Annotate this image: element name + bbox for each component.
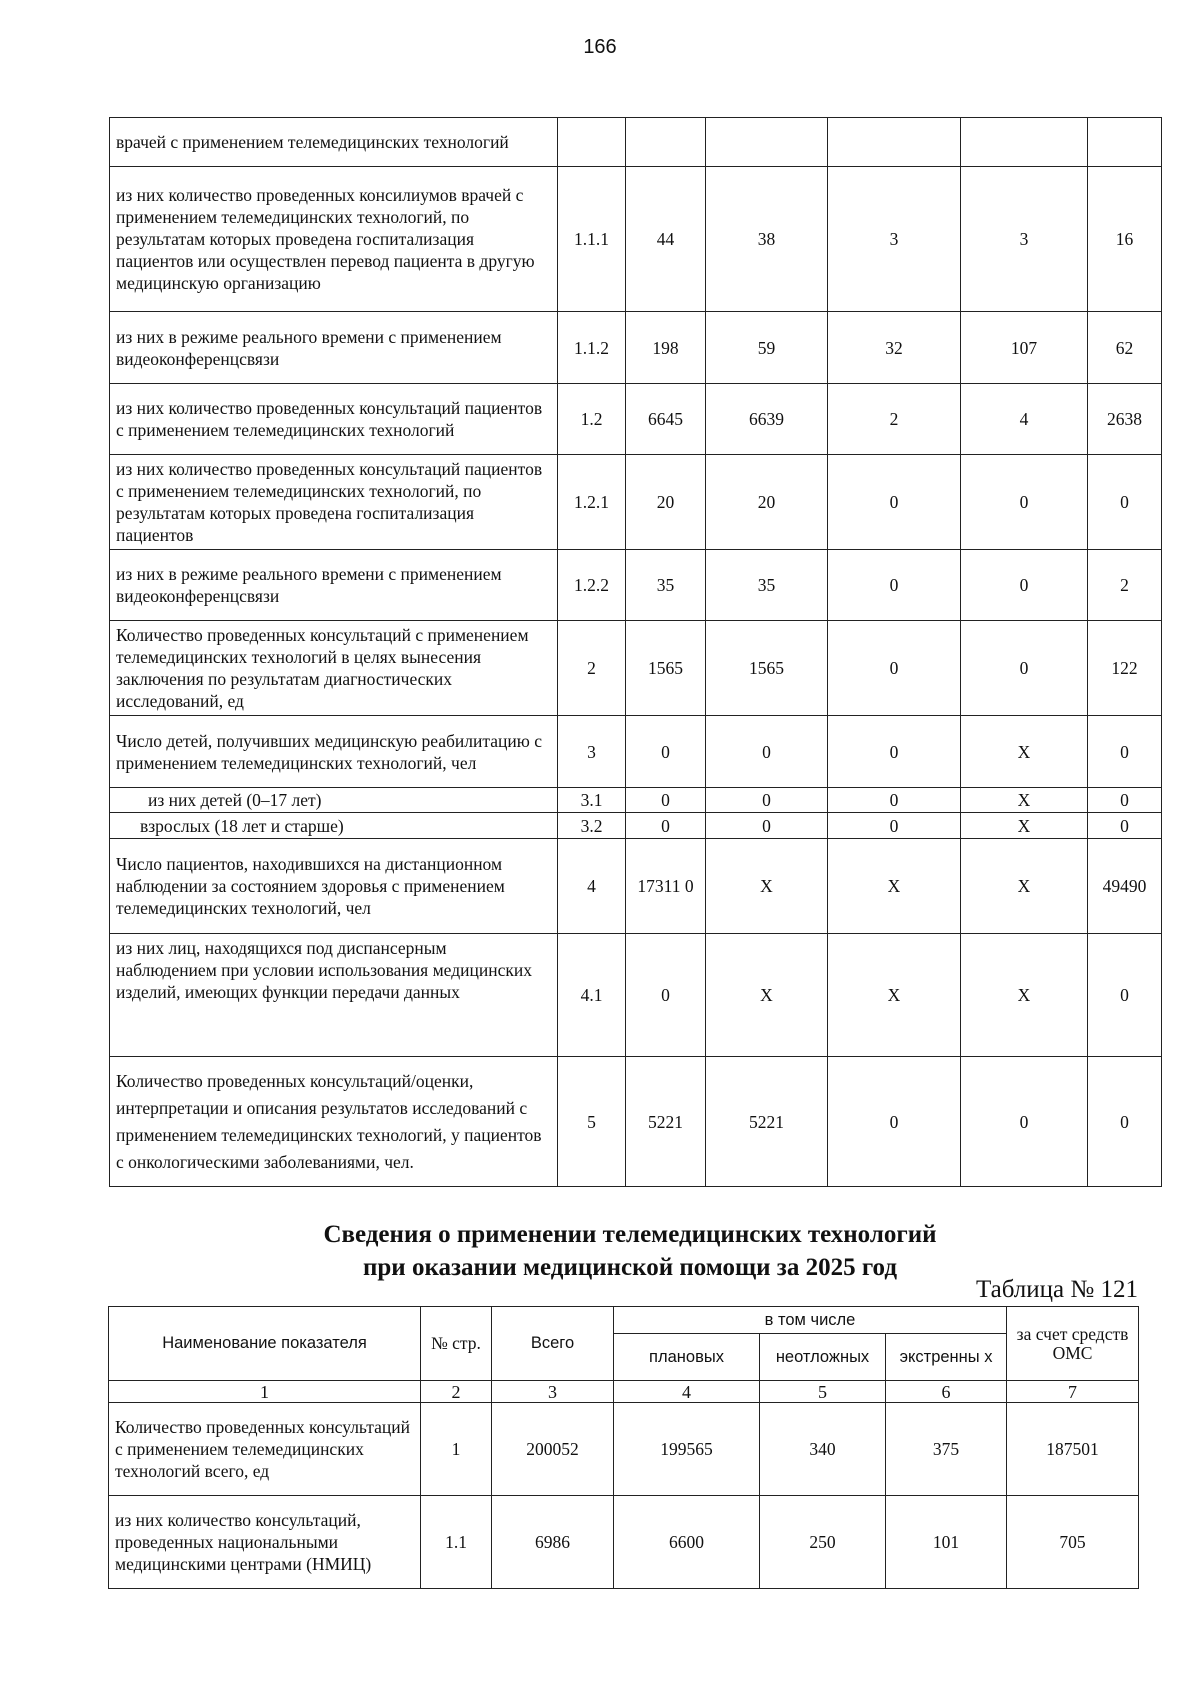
row-number: 3.1 bbox=[558, 788, 626, 813]
total-cell: 0 bbox=[626, 813, 706, 839]
total-cell: 0 bbox=[626, 716, 706, 788]
table-row bbox=[110, 167, 1162, 312]
column-number: 5 bbox=[760, 1381, 886, 1403]
row-number: 4 bbox=[558, 839, 626, 934]
oms-cell: 705 bbox=[1007, 1496, 1139, 1589]
urgent-cell: 0 bbox=[828, 813, 961, 839]
oms-cell bbox=[1088, 118, 1162, 167]
header-including: в том числе bbox=[614, 1307, 1007, 1334]
header-emergency: экстренны х bbox=[886, 1334, 1007, 1381]
table-row bbox=[110, 384, 1162, 455]
urgent-cell: 2 bbox=[828, 384, 961, 455]
table-row bbox=[110, 788, 1162, 813]
table-row bbox=[110, 621, 1162, 716]
total-cell: 35 bbox=[626, 550, 706, 621]
urgent-cell: X bbox=[828, 934, 961, 1057]
total-cell: 44 bbox=[626, 167, 706, 312]
row-label: из них количество проведенных консилиумов врачей с применением телемедицинских технологий, по результатам которых проведена госпитализация пациентов или осуществлен перевод пациента в другую медицинскую организацию bbox=[110, 167, 558, 312]
oms-cell: 122 bbox=[1088, 621, 1162, 716]
row-label: Количество проведенных консультаций с применением телемедицинских технологий всего, ед bbox=[109, 1403, 421, 1496]
oms-cell: 187501 bbox=[1007, 1403, 1139, 1496]
row-label: взрослых (18 лет и старше) bbox=[110, 813, 558, 839]
table-row bbox=[110, 118, 1162, 167]
planned-cell: 38 bbox=[706, 167, 828, 312]
total-cell: 0 bbox=[626, 934, 706, 1057]
table-row bbox=[110, 455, 1162, 550]
row-label: из них количество проведенных консультаций пациентов с применением телемедицинских технологий, по результатам которых проведена госпитализация пациентов bbox=[110, 455, 558, 550]
planned-cell bbox=[706, 118, 828, 167]
oms-cell: 49490 bbox=[1088, 839, 1162, 934]
emergency-cell: 101 bbox=[886, 1496, 1007, 1589]
oms-cell: 0 bbox=[1088, 934, 1162, 1057]
column-number: 4 bbox=[614, 1381, 760, 1403]
urgent-cell: 0 bbox=[828, 1057, 961, 1187]
urgent-cell: 0 bbox=[828, 716, 961, 788]
header-total: Всего bbox=[492, 1307, 614, 1381]
header-row bbox=[109, 1307, 1139, 1334]
header-planned: плановых bbox=[614, 1334, 760, 1381]
urgent-cell: 340 bbox=[760, 1403, 886, 1496]
urgent-cell bbox=[828, 118, 961, 167]
section-title-line: при оказании медицинской помощи за 2025 год bbox=[363, 1254, 897, 1281]
section-title bbox=[0, 1218, 1200, 1284]
table-row bbox=[110, 839, 1162, 934]
oms-cell: 0 bbox=[1088, 788, 1162, 813]
emergency-cell: 0 bbox=[961, 550, 1088, 621]
total-cell: 6986 bbox=[492, 1496, 614, 1589]
row-number: 1.1.2 bbox=[558, 312, 626, 384]
row-label: Число детей, получивших медицинскую реабилитацию с применением телемедицинских технологий, чел bbox=[110, 716, 558, 788]
row-label: врачей с применением телемедицинских технологий bbox=[110, 118, 558, 167]
urgent-cell: 0 bbox=[828, 788, 961, 813]
total-cell: 5221 bbox=[626, 1057, 706, 1187]
emergency-cell: 0 bbox=[961, 455, 1088, 550]
emergency-cell: 375 bbox=[886, 1403, 1007, 1496]
column-number: 3 bbox=[492, 1381, 614, 1403]
row-number: 2 bbox=[558, 621, 626, 716]
emergency-cell: 107 bbox=[961, 312, 1088, 384]
total-cell: 17311 0 bbox=[626, 839, 706, 934]
total-cell: 200052 bbox=[492, 1403, 614, 1496]
planned-cell: 59 bbox=[706, 312, 828, 384]
row-label: из них в режиме реального времени с применением видеоконференцсвязи bbox=[110, 312, 558, 384]
planned-cell: 0 bbox=[706, 716, 828, 788]
column-number: 7 bbox=[1007, 1381, 1139, 1403]
row-label: Количество проведенных консультаций с применением телемедицинских технологий в целях вынесения заключения по результатам диагностических исследований, ед bbox=[110, 621, 558, 716]
row-label: Число пациентов, находившихся на дистанционном наблюдении за состоянием здоровья с применением телемедицинских технологий, чел bbox=[110, 839, 558, 934]
emergency-cell: 0 bbox=[961, 1057, 1088, 1187]
telemedicine-continuation-table bbox=[109, 117, 1162, 1187]
column-number: 6 bbox=[886, 1381, 1007, 1403]
row-label: из них лиц, находящихся под диспансерным наблюдением при условии использования медицинских изделий, имеющих функции передачи данных bbox=[110, 934, 558, 1057]
emergency-cell: X bbox=[961, 934, 1088, 1057]
page-number: 166 bbox=[583, 36, 617, 58]
planned-cell: 6639 bbox=[706, 384, 828, 455]
planned-cell: 0 bbox=[706, 788, 828, 813]
header-urgent: неотложных bbox=[760, 1334, 886, 1381]
column-number: 2 bbox=[421, 1381, 492, 1403]
urgent-cell: X bbox=[828, 839, 961, 934]
oms-cell: 0 bbox=[1088, 813, 1162, 839]
total-cell: 20 bbox=[626, 455, 706, 550]
column-number: 1 bbox=[109, 1381, 421, 1403]
total-cell bbox=[626, 118, 706, 167]
row-number: 1 bbox=[421, 1403, 492, 1496]
planned-cell: 0 bbox=[706, 813, 828, 839]
emergency-cell: 3 bbox=[961, 167, 1088, 312]
urgent-cell: 0 bbox=[828, 455, 961, 550]
oms-cell: 62 bbox=[1088, 312, 1162, 384]
row-number: 1.1.1 bbox=[558, 167, 626, 312]
planned-cell: 199565 bbox=[614, 1403, 760, 1496]
column-number-row bbox=[109, 1381, 1139, 1403]
table-row bbox=[110, 813, 1162, 839]
planned-cell: 35 bbox=[706, 550, 828, 621]
table-row bbox=[110, 1057, 1162, 1187]
planned-cell: 5221 bbox=[706, 1057, 828, 1187]
telemedicine-summary-table bbox=[108, 1306, 1139, 1589]
table-row bbox=[109, 1496, 1139, 1589]
planned-cell: 20 bbox=[706, 455, 828, 550]
table-number-label: Таблица № 121 bbox=[975, 1276, 1138, 1303]
total-cell: 6645 bbox=[626, 384, 706, 455]
oms-cell: 16 bbox=[1088, 167, 1162, 312]
emergency-cell: X bbox=[961, 839, 1088, 934]
planned-cell: 6600 bbox=[614, 1496, 760, 1589]
urgent-cell: 0 bbox=[828, 621, 961, 716]
planned-cell: X bbox=[706, 839, 828, 934]
emergency-cell: 0 bbox=[961, 621, 1088, 716]
section-title-line: Сведения о применении телемедицинских технологий bbox=[323, 1221, 937, 1248]
planned-cell: 1565 bbox=[706, 621, 828, 716]
row-number: 4.1 bbox=[558, 934, 626, 1057]
row-label: из них количество проведенных консультаций пациентов с применением телемедицинских технологий bbox=[110, 384, 558, 455]
table-row bbox=[110, 716, 1162, 788]
table-row bbox=[109, 1403, 1139, 1496]
emergency-cell: X bbox=[961, 813, 1088, 839]
table-row bbox=[110, 934, 1162, 1057]
total-cell: 0 bbox=[626, 788, 706, 813]
row-number: 1.2.1 bbox=[558, 455, 626, 550]
row-number bbox=[558, 118, 626, 167]
planned-cell: X bbox=[706, 934, 828, 1057]
table-row bbox=[110, 312, 1162, 384]
row-label: Количество проведенных консультаций/оценки, интерпретации и описания результатов исследований с применением телемедицинских технологий, у пациентов с онкологическими заболеваниями, чел. bbox=[110, 1057, 558, 1187]
emergency-cell: 4 bbox=[961, 384, 1088, 455]
row-number: 1.2 bbox=[558, 384, 626, 455]
row-label: из них в режиме реального времени с применением видеоконференцсвязи bbox=[110, 550, 558, 621]
oms-cell: 0 bbox=[1088, 716, 1162, 788]
emergency-cell: X bbox=[961, 788, 1088, 813]
row-number: 3.2 bbox=[558, 813, 626, 839]
table-row bbox=[110, 550, 1162, 621]
urgent-cell: 3 bbox=[828, 167, 961, 312]
oms-cell: 2 bbox=[1088, 550, 1162, 621]
row-number: 1.2.2 bbox=[558, 550, 626, 621]
row-number: 1.1 bbox=[421, 1496, 492, 1589]
row-number: 3 bbox=[558, 716, 626, 788]
total-cell: 1565 bbox=[626, 621, 706, 716]
urgent-cell: 0 bbox=[828, 550, 961, 621]
oms-cell: 2638 bbox=[1088, 384, 1162, 455]
total-cell: 198 bbox=[626, 312, 706, 384]
row-label: из них количество консультаций, проведенных национальными медицинскими центрами (НМИЦ) bbox=[109, 1496, 421, 1589]
urgent-cell: 250 bbox=[760, 1496, 886, 1589]
header-oms: за счет средств ОМС bbox=[1007, 1307, 1139, 1381]
emergency-cell: X bbox=[961, 716, 1088, 788]
emergency-cell bbox=[961, 118, 1088, 167]
row-number: 5 bbox=[558, 1057, 626, 1187]
urgent-cell: 32 bbox=[828, 312, 961, 384]
oms-cell: 0 bbox=[1088, 1057, 1162, 1187]
header-row-number: № стр. bbox=[421, 1307, 492, 1381]
row-label: из них детей (0–17 лет) bbox=[110, 788, 558, 813]
oms-cell: 0 bbox=[1088, 455, 1162, 550]
header-name: Наименование показателя bbox=[109, 1307, 421, 1381]
